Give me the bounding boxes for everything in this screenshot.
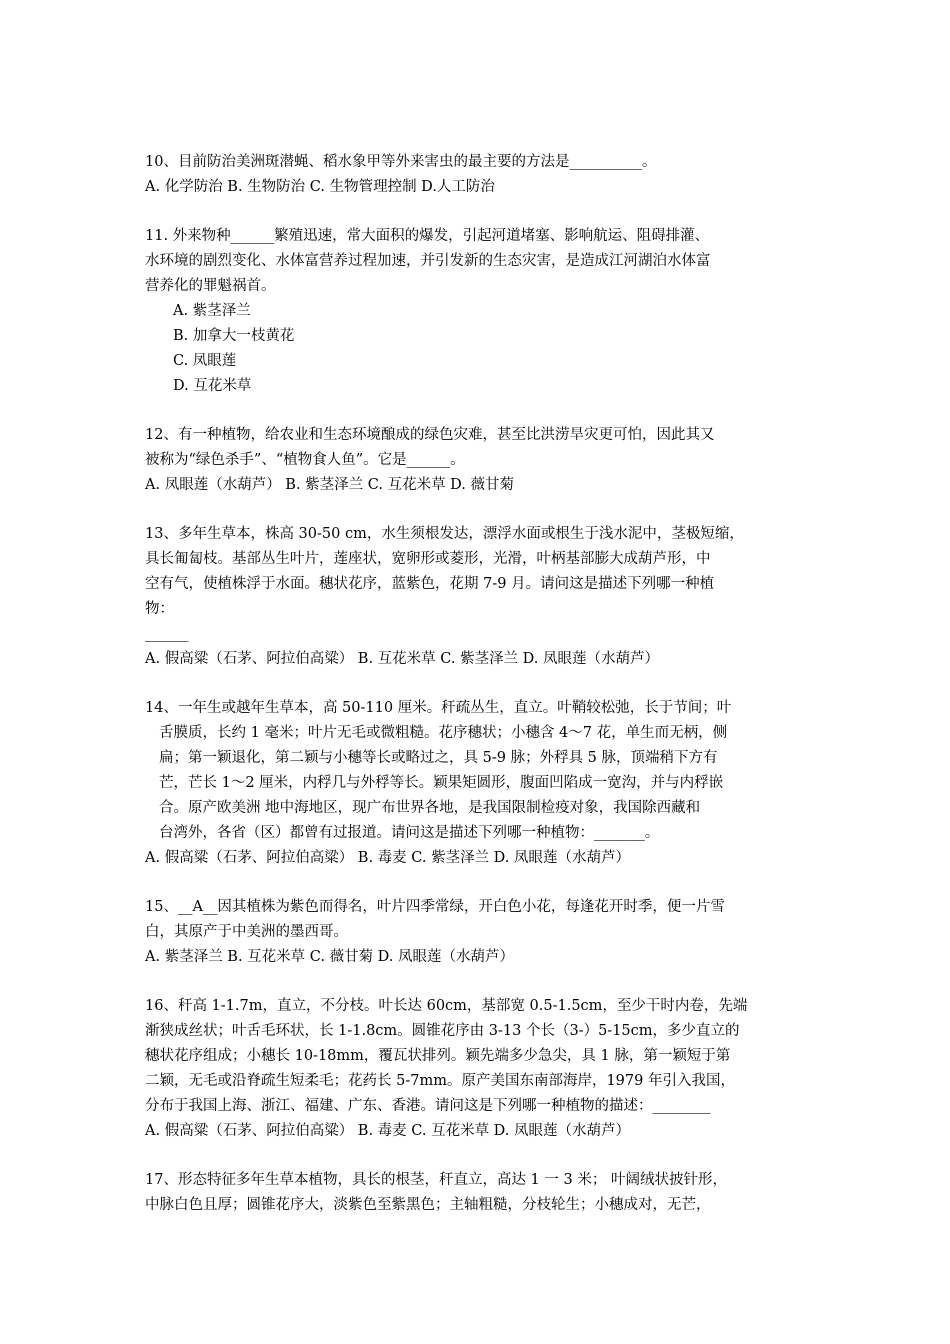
question-text: 16、秆高 1-1.7m，直立，不分枝。叶长达 60cm，基部宽 0.5-1.5cm，至少干时内卷，先端 (145, 998, 748, 1014)
option-b: B. 加拿大一枝黄花 (173, 328, 295, 344)
option-a: A. 紫茎泽兰 (173, 303, 251, 319)
question-text: 白，其原产于中美洲的墨西哥。 (145, 924, 348, 940)
question-12 (145, 423, 805, 498)
question-text: 舌膜质，长约 1 毫米；叶片无毛或微粗糙。花序穗状；小穗含 4～7 花，单生而无柄，侧 (159, 725, 728, 741)
option-c: C. 凤眼莲 (173, 353, 237, 369)
option-list (145, 299, 805, 399)
option-d: D. 互花米草 (173, 378, 252, 394)
question-options: A. 假高粱（石茅、阿拉伯高粱） B. 毒麦 C. 紫茎泽兰 D. 凤眼莲（水葫芦） (145, 850, 631, 866)
question-options: A. 假高粱（石茅、阿拉伯高粱） B. 互花米草 C. 紫茎泽兰 D. 凤眼莲（水葫芦） (145, 651, 660, 667)
question-text: 11. 外来物种______繁殖迅速，常大面积的爆发，引起河道堵塞、影响航运、阻碍排灌、 (145, 228, 710, 244)
question-11 (145, 224, 805, 399)
question-text: 穗状花序组成；小穗长 10-18mm，覆瓦状排列。颖先端多少急尖，具 1 脉，第一颖短于第 (145, 1048, 731, 1064)
question-text: 营养化的罪魁祸首。 (145, 278, 276, 294)
question-15 (145, 895, 805, 970)
question-16 (145, 994, 805, 1144)
question-text: 台湾外，各省（区）都曾有过报道。请问这是描述下列哪一种植物：_______。 (159, 825, 660, 841)
question-text: 17、形态特征多年生草本植物，具长的根茎，秆直立，高达 1 一 3 米； 叶阔绒状披针形， (145, 1172, 727, 1188)
question-14 (145, 696, 805, 871)
question-text: 13、多年生草本，株高 30-50 cm，水生须根发达，漂浮水面或根生于浅水泥中，茎极短缩， (145, 526, 744, 542)
question-text: 水环境的剧烈变化、水体富营养过程加速，并引发新的生态灾害，是造成江河湖泊水体富 (145, 253, 711, 269)
question-options: A. 化学防治 B. 生物防治 C. 生物管理控制 D.人工防治 (145, 179, 495, 195)
question-text: 渐狭成丝状；叶舌毛环状，长 1-1.8cm。圆锥花序由 3-13 个长（3-）5-15cm，多少直立的 (145, 1023, 740, 1039)
question-17 (145, 1168, 805, 1218)
question-text: 具长匍匐枝。基部丛生叶片，莲座状，宽卵形或菱形，光滑，叶柄基部膨大成葫芦形，中 (145, 551, 711, 567)
question-text: 被称为“绿色杀手”、“植物食人鱼”。它是______。 (145, 452, 465, 468)
question-text: 芒，芒长 1～2 厘米，内稃几与外稃等长。颖果矩圆形，腹面凹陷成一宽沟，并与内稃嵌 (159, 775, 724, 791)
question-text: 14、一年生或越年生草本，高 50-110 厘米。秆疏丛生，直立。叶鞘较松弛，长于节间；叶 (145, 700, 732, 716)
question-text: 物： (145, 601, 174, 617)
question-options: A. 凤眼莲（水葫芦） B. 紫茎泽兰 C. 互花米草 D. 薇甘菊 (145, 477, 515, 493)
question-text: 15、__A__因其植株为紫色而得名，叶片四季常绿，开白色小花，每逢花开时季，便一片雪 (145, 899, 725, 915)
question-text: 二颖，无毛或沿脊疏生短柔毛；花药长 5-7mm。原产美国东南部海岸，1979 年引入我国， (145, 1073, 735, 1089)
question-text: 合。原产欧美洲 地中海地区，现广布世界各地，是我国限制检疫对象，我国除西藏和 (159, 800, 701, 816)
answer-blank: ______ (145, 626, 189, 642)
question-13 (145, 522, 805, 672)
question-text: 分布于我国上海、浙江、福建、广东、香港。请问这是下列哪一种植物的描述：________ (145, 1098, 711, 1114)
question-text: 中脉白色且厚；圆锥花序大，淡紫色至紫黑色；主轴粗糙，分枝轮生；小穗成对，无芒， (145, 1197, 711, 1213)
question-10 (145, 150, 805, 200)
question-text: 扁；第一颖退化，第二颖与小穗等长或略过之，具 5-9 脉；外稃具 5 脉，顶端稍下方有 (159, 750, 718, 766)
question-text: 12、有一种植物，给农业和生态环境酿成的绿色灾难，甚至比洪涝旱灾更可怕，因此其又 (145, 427, 715, 443)
document-page (145, 150, 805, 1242)
question-text: 10、目前防治美洲斑潜蝇、稻水象甲等外来害虫的最主要的方法是__________。 (145, 154, 657, 170)
question-text: 空有气，使植株浮于水面。穗状花序，蓝紫色，花期 7-9 月。请问这是描述下列哪一种植 (145, 576, 715, 592)
question-options: A. 紫茎泽兰 B. 互花米草 C. 薇甘菊 D. 凤眼莲（水葫芦） (145, 949, 515, 965)
question-options: A. 假高粱（石茅、阿拉伯高粱） B. 毒麦 C. 互花米草 D. 凤眼莲（水葫芦） (145, 1123, 631, 1139)
